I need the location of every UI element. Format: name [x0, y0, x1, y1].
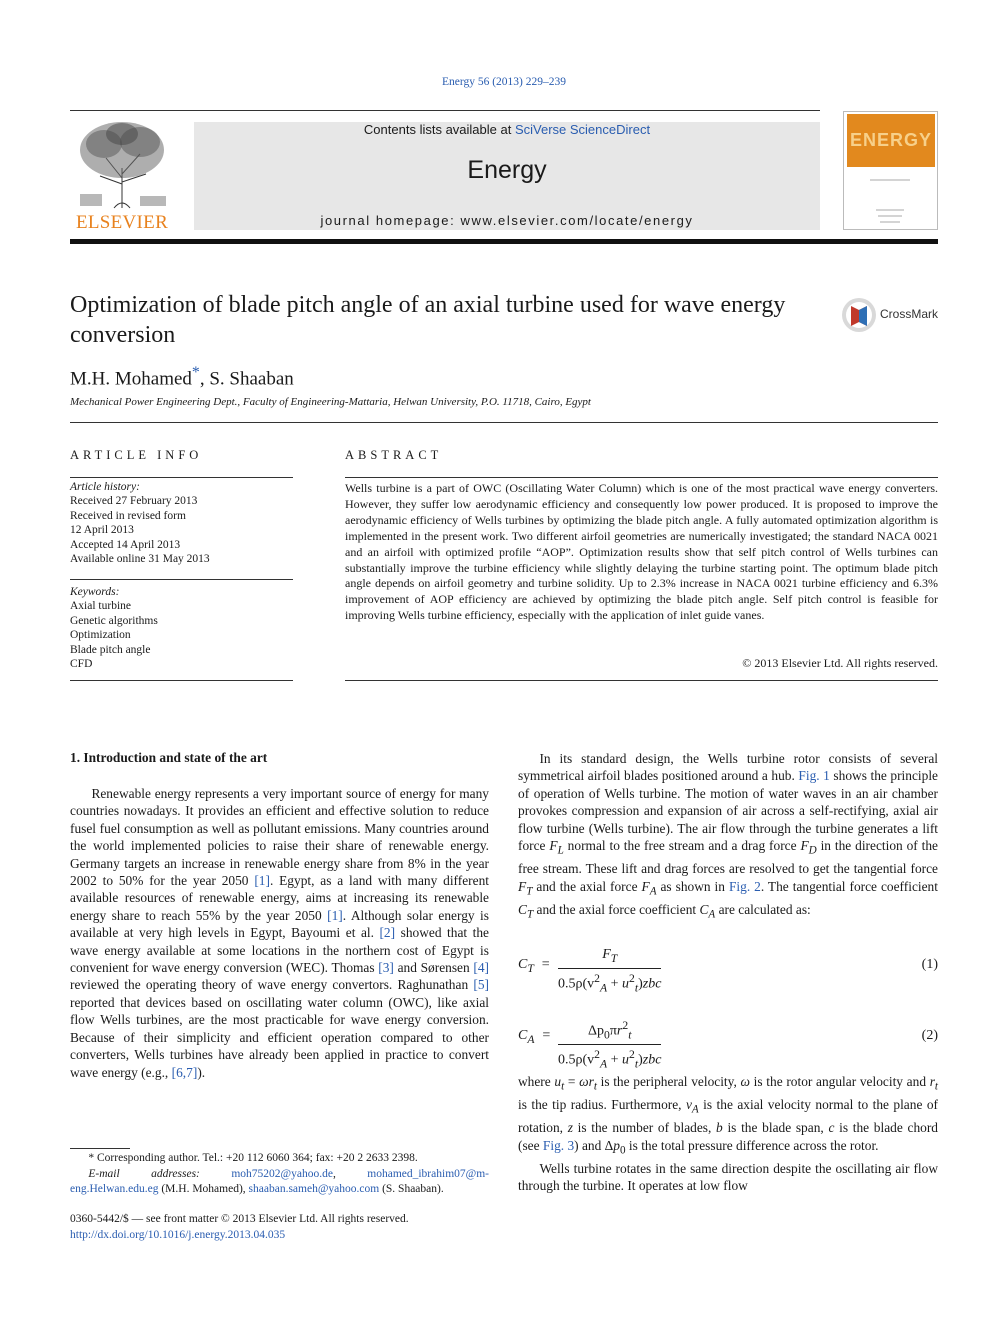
equation-fraction [558, 1016, 661, 1074]
keyword: Optimization [70, 629, 131, 642]
citation-link[interactable]: Energy 56 (2013) 229–239 [441, 76, 567, 88]
keyword: Blade pitch angle [70, 643, 151, 656]
history-item: Received 27 February 2013 [70, 495, 198, 508]
reference-link[interactable]: [5] [473, 977, 489, 993]
reference-link[interactable]: Fig. 1 [798, 768, 830, 784]
paragraph: In its standard design, the Wells turbine rotor consists of several symmetrical airfoil blades positioned around a hub. Fig. 1 shows the principle of operation of Wells turbine. The motion of water waves in an air chamber provokes compression and expansion of air across a self-rectifying, axial air flow turbine (Wells turbine). The air flow through the turbine generates a lift force $F_L$ normal to the free stream and a drag force $F_D$ in the direction of the free stream. These lift and drag forces are resolved to get the tangential force $F_T$ and the axial force $F_A$ as shown in Fig. 2. The tangential force coefficient $C_T$ and the axial force coefficient $C_A$ are calculated as: [518, 751, 938, 921]
email-link[interactable]: moh75202@yahoo.de [231, 1167, 333, 1180]
crossmark-icon [841, 296, 877, 334]
reference-link[interactable]: [1] [254, 873, 270, 889]
reference-link[interactable]: [6,7] [171, 1064, 198, 1080]
paragraph: Renewable energy represents a very important source of energy for many countries nowadays. It provides an efficient and effective solution to reduce fusel fuel consumption as well as pollutant emissions. Many countries around the world implemented policies to raise their share of renewable energy. Germany targets an increase in renewable energy share from 8% in the year 2002 to 50% for the year 2050 [1]. Egypt, as a land with many different available resources of renewable energy, aims at increasing its renewable energy share to reach 55% by the year 2050 [1]. Although solar energy is available at very high levels in Egypt, Bayoumi et al. [2] showed that the wave energy available at some locations in the northern cost of Egypt is convenient for wave energy conversion (WEC). Thomas [3] and Sørensen [4] reviewed the operating theory of wave energy convertors. Raghunathan [5] reported that devices based on oscillating water column (OWC), like axial flow Wells turbines, are the most practicable for wave energy conversion. Because of their simplicity and efficient operation compared to other converters, Wells turbines have already been applied in practice to convert wave energy (e.g., [6,7]). [70, 786, 490, 1080]
equation-denominator: $0.5\rho(v^2_A + u^2_t)zbc$ [558, 971, 662, 995]
paragraph: where $u_t = \omega r_t$ is the peripheral velocity, ω is the rotor angular velocity and $r_t$ is the tip radius. Furthermore, $v_A$ is the axial velocity normal to the plane of rotation, z is the number of blades, b is the blade span, c is the blade chord (see Fig. 3) and $\Delta p_0$ is the total pressure difference across the rotor. [518, 1074, 939, 1157]
sciencedirect-link[interactable]: SciVerse ScienceDirect [514, 122, 651, 137]
history-item: 12 April 2013 [70, 524, 134, 537]
reference-link[interactable]: [2] [379, 925, 396, 941]
right-column-continued [518, 1073, 938, 1194]
info-rule [70, 579, 293, 580]
crossmark-button[interactable] [841, 296, 941, 334]
equation-number: (2) [921, 1028, 938, 1043]
footnote-rule [70, 1148, 130, 1149]
keyword: Axial turbine [70, 600, 131, 613]
author-name: S. Shaaban [209, 368, 294, 390]
journal-title: Energy [467, 156, 547, 184]
abstract-rule [345, 477, 938, 478]
elsevier-logo [70, 118, 174, 234]
author-affiliation: Mechanical Power Engineering Dept., Faculty of Engineering-Mattaria, Helwan University, P.O. 11718, Cairo, Egypt [70, 396, 591, 408]
elsevier-wordmark: ELSEVIER [75, 212, 169, 233]
cover-lines-icon [850, 176, 930, 226]
history-item: Available online 31 May 2013 [70, 553, 210, 566]
contents-prefix: Contents lists available at [363, 122, 515, 137]
equation-1 [518, 945, 938, 995]
reference-link[interactable]: Fig. 2 [728, 878, 761, 894]
reference-link[interactable]: [1] [327, 907, 343, 923]
crossmark-label: CrossMark [880, 307, 939, 321]
cover-title: ENERGY [849, 130, 933, 150]
abstract-heading: ABSTRACT [345, 448, 443, 462]
header-thick-rule [70, 239, 938, 244]
history-item: Accepted 14 April 2013 [70, 538, 181, 551]
journal-banner [194, 122, 820, 230]
abstract-rule [345, 680, 938, 681]
keyword: Genetic algorithms [70, 614, 158, 627]
equation-number: (1) [921, 957, 938, 972]
contents-line [194, 122, 820, 137]
journal-citation[interactable] [0, 76, 992, 88]
equation-denominator: $0.5\rho(v^2_A + u^2_t)zbc$ [558, 1048, 662, 1071]
paragraph: Wells turbine rotates in the same direction despite the oscillating air flow through the turbine. It operates at low flow [518, 1160, 938, 1194]
reference-link[interactable]: [3] [378, 960, 394, 976]
keywords [70, 585, 293, 671]
right-column [518, 750, 938, 924]
info-rule [70, 680, 293, 681]
header-rule [70, 110, 820, 111]
issn-line: 0360-5442/$ — see front matter © 2013 Elsevier Ltd. All rights reserved. [70, 1213, 409, 1225]
history-item: Received in revised form [70, 509, 186, 522]
equation-numerator: $F_T$ [558, 945, 661, 969]
equation-fraction [558, 945, 661, 997]
section-heading: 1. Introduction and state of the art [70, 750, 268, 765]
reference-link[interactable]: Fig. 3 [542, 1137, 575, 1153]
equation-lhs: $C_T$ = [518, 957, 551, 975]
keywords-label: Keywords: [70, 586, 120, 598]
issn-block [70, 1212, 489, 1243]
equation-numerator: $\Delta p_0\pi r^2_t$ [558, 1016, 661, 1045]
title-rule [70, 422, 938, 423]
elsevier-tree-icon [70, 118, 174, 210]
info-rule [70, 477, 293, 478]
journal-homepage[interactable]: journal homepage: www.elsevier.com/locate/energy [320, 213, 694, 228]
footnote [70, 1151, 489, 1198]
cover-band [847, 114, 935, 167]
author-list [70, 364, 294, 390]
copyright-notice: © 2013 Elsevier Ltd. All rights reserved. [742, 656, 938, 670]
email-link[interactable]: mohamed_ibrahim07@m-eng.Helwan.edu.eg [70, 1167, 489, 1195]
abstract-text: Wells turbine is a part of OWC (Oscillating Water Column) which is one of the most practical wave energy converters. However, they suffer low aerodynamic efficiency and consequently low power produced. It is proposed to improve the aerodynamic efficiency of Wells turbines by optimizing the blade pitch angle. A fully automated optimization algorithm is implemented in the present work. Two different airfoil geometries are numerically investigated; the standard NACA 0021 and an airfoil with optimized profile “AOP”. Optimization results show that self pitch control of Wells turbines can substantially improve the turbine efficiency while slightly delaying the turbine starting point. The optimum blade pitch angle depends on airfoil geometry and turbine solidity. Up to 2.3% increase in NACA 0021 turbine efficiency and 6.3% improvement of AOP efficiency are achieved by optimizing the blade pitch angle. Self pitch control is feasible for improving Wells turbine efficiency, especially with the application of inlet guide vanes. [345, 481, 938, 623]
corresponding-author-note: * Corresponding author. Tel.: +20 112 6060 364; fax: +20 2 2633 2398. [88, 1152, 418, 1164]
journal-cover [843, 111, 938, 230]
reference-link[interactable]: [4] [473, 960, 490, 976]
author-separator: , [199, 368, 210, 390]
keyword: CFD [70, 658, 93, 671]
corresponding-author-mark[interactable]: * [191, 364, 200, 381]
left-column [70, 785, 489, 1081]
doi-link[interactable]: http://dx.doi.org/10.1016/j.energy.2013.04.035 [70, 1228, 286, 1241]
email-note: E-mail addresses: moh75202@yahoo.de, mohamed_ibrahim07@m-eng.Helwan.edu.eg (M.H. Mohamed), shaaban.sameh@yahoo.com (S. Shaaban). [70, 1167, 489, 1195]
email-link[interactable]: shaaban.sameh@yahoo.com [248, 1183, 380, 1195]
history-label: Article history: [70, 481, 140, 493]
article-history [70, 480, 293, 566]
article-info-heading: ARTICLE INFO [70, 448, 203, 462]
author-name: M.H. Mohamed [70, 368, 192, 390]
equation-2 [518, 1016, 938, 1071]
article-title: Optimization of blade pitch angle of an axial turbine used for wave energy conversion [70, 292, 786, 348]
equation-lhs: $C_A$ = [518, 1028, 551, 1046]
